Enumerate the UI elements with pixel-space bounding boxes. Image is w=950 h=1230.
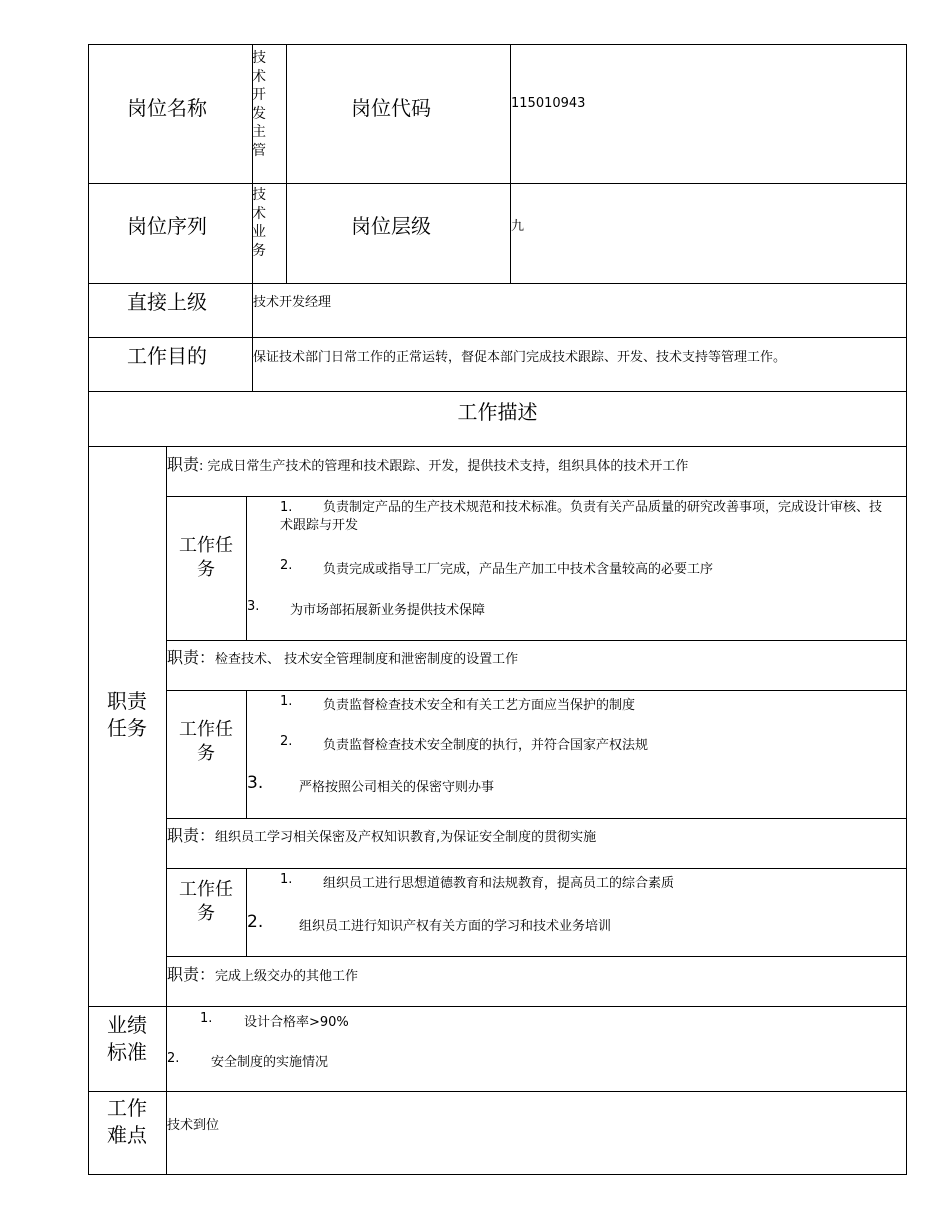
duty-sep: ： (199, 826, 216, 845)
task-label (166, 534, 246, 582)
duty-prefix: 职责 (167, 826, 200, 845)
duty-prefix: 职责 (167, 648, 200, 667)
supervisor-label: 直接上级 (127, 290, 207, 314)
duty-text: 检查技术、 技术安全管理制度和泄密制度的设置工作 (215, 652, 519, 667)
task-text: 负责监督检查技术安全制度的执行，并符合国家产权法规 (323, 738, 649, 753)
difficulty-label-line1: 工作 (107, 1096, 147, 1120)
duties-label-line1: 职责 (107, 689, 147, 713)
row-line (88, 183, 907, 184)
post-series-label: 岗位序列 (127, 214, 207, 238)
col-line (286, 44, 287, 284)
task-label (166, 718, 246, 766)
task-num: 2. (280, 734, 293, 749)
performance-text: 设计合格率>90% (244, 1015, 349, 1030)
task-num: 1. (280, 872, 293, 887)
duties-label (88, 688, 166, 742)
row-line (88, 391, 907, 392)
row-line (166, 496, 907, 497)
duty-prefix: 职责 (167, 455, 200, 474)
task-label-line2: 务 (197, 903, 215, 924)
duty-row (167, 645, 518, 668)
task-text: 组织员工进行思想道德教育和法规教育，提高员工的综合素质 (323, 876, 675, 891)
duty-row (167, 452, 688, 475)
performance-label (88, 1012, 166, 1066)
performance-label-line1: 业绩 (107, 1013, 147, 1037)
performance-num: 2. (167, 1051, 180, 1066)
section-title: 工作描述 (457, 400, 538, 424)
post-level-label: 岗位层级 (351, 214, 431, 238)
purpose-label: 工作目的 (127, 344, 207, 368)
row-line (88, 446, 907, 447)
task-num: 3. (247, 599, 260, 614)
task-text: 严格按照公司相关的保密守则办事 (299, 780, 495, 795)
task-text: 组织员工进行知识产权有关方面的学习和技术业务培训 (299, 919, 612, 934)
task-num: 2. (247, 912, 264, 932)
task-num: 1. (280, 500, 293, 515)
col-line (246, 690, 247, 819)
difficulty-text: 技术到位 (167, 1118, 220, 1133)
task-num: 2. (280, 558, 293, 573)
task-label-line2: 务 (197, 559, 215, 580)
task-num: 3. (247, 773, 264, 793)
post-series-value: 技术业务 (252, 187, 266, 259)
post-name-value: 技术开发主管 (252, 50, 266, 159)
post-code-label: 岗位代码 (351, 96, 431, 120)
post-code-value: 115010943 (511, 96, 586, 111)
row-line (166, 818, 907, 819)
duty-row (167, 823, 596, 846)
post-name-label: 岗位名称 (127, 96, 207, 120)
duties-label-line2: 任务 (107, 716, 147, 740)
duty-sep: ： (199, 965, 216, 984)
row-line (166, 640, 907, 641)
duty-prefix: 职责 (167, 965, 200, 984)
performance-text: 安全制度的实施情况 (211, 1055, 329, 1070)
post-level-value: 九 (511, 219, 525, 234)
table-border-top (88, 44, 907, 45)
task-text: 为市场部拓展新业务提供技术保障 (290, 603, 486, 618)
task-label-line1: 工作任 (179, 719, 233, 740)
performance-num: 1. (200, 1011, 213, 1026)
row-line (166, 956, 907, 957)
duty-sep: : (199, 459, 204, 474)
col-line (510, 44, 511, 284)
duty-text: 完成上级交办的其他工作 (215, 969, 359, 984)
row-line (166, 690, 907, 691)
row-line (166, 868, 907, 869)
duty-text: 组织员工学习相关保密及产权知识教育,为保证安全制度的贯彻实施 (215, 830, 597, 845)
row-line (88, 283, 907, 284)
task-label-line2: 务 (197, 743, 215, 764)
supervisor-value: 技术开发经理 (253, 295, 332, 310)
table-border-bottom (88, 1174, 907, 1175)
task-label (166, 878, 246, 926)
task-num: 1. (280, 694, 293, 709)
task-text: 负责完成或指导工厂完成，产品生产加工中技术含量较高的必要工序 (323, 562, 714, 577)
duty-text: 完成日常生产技术的管理和技术跟踪、开发，提供技术支持，组织具体的技术开工作 (207, 459, 689, 474)
duty-row (167, 962, 358, 985)
purpose-value: 保证技术部门日常工作的正常运转，督促本部门完成技术跟踪、开发、技术支持等管理工作。 (253, 350, 787, 365)
difficulty-label-line2: 难点 (107, 1123, 147, 1147)
duty-sep: ： (199, 648, 216, 667)
row-line (88, 1006, 907, 1007)
row-line (88, 1091, 907, 1092)
task-label-line1: 工作任 (179, 535, 233, 556)
col-line (246, 496, 247, 641)
task-text: 负责制定产品的生产技术规范和技术标准。负责有关产品质量的研究改善事项，完成设计审核、技术跟踪与开发 (280, 500, 883, 533)
difficulty-label (88, 1095, 166, 1149)
performance-label-line2: 标准 (107, 1040, 147, 1064)
task-text: 负责监督检查技术安全和有关工艺方面应当保护的制度 (323, 698, 636, 713)
row-line (88, 337, 907, 338)
task-label-line1: 工作任 (179, 879, 233, 900)
